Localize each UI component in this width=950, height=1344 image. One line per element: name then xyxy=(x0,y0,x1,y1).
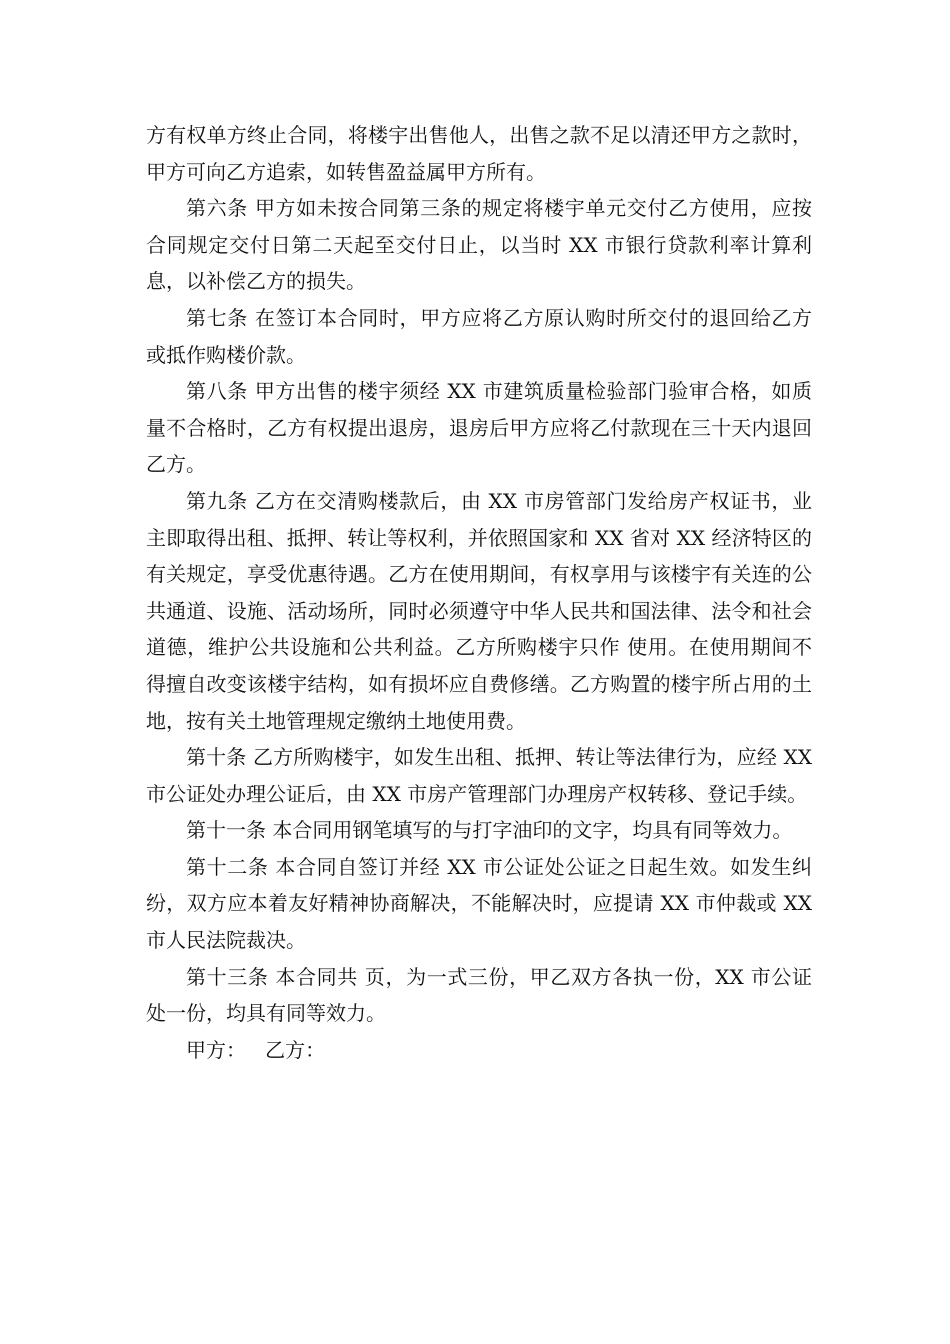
article-7: 第七条 在签订本合同时，甲方应将乙方原认购时所交付的退回给乙方或抵作购楼价款。 xyxy=(146,305,812,367)
article-10: 第十条 乙方所购楼宇，如发生出租、抵押、转让等法律行为，应经 XX 市公证处办理公证后，由 XX 市房产管理部门办理房产权转移、登记手续。 xyxy=(146,745,812,806)
article-9: 第九条 乙方在交清购楼款后，由 XX 市房管部门发给房产权证书，业主即取得出租、抵押、转让等权利，并依照国家和 XX 省对 XX 经济特区的有关规定，享受优惠待遇。乙方在使用期间，有权享用与该楼宇有关连的公共通道、设施、活动场所，同时必须遵守中华人民共和国法律、法令和社会道德，维护公共设施和公共利益。乙方所购楼宇只作 使用。在使用期间不得擅自改变该楼宇结构，如有损坏应自费修缮。乙方购置的楼宇所占用的土地，按有关土地管理规定缴纳土地使用费。 xyxy=(146,488,812,733)
article-6: 第六条 甲方如未按合同第三条的规定将楼宇单元交付乙方使用，应按合同规定交付日第二天起至交付日止，以当时 XX 市银行贷款利率计算利息，以补偿乙方的损失。 xyxy=(146,196,812,294)
article-11: 第十一条 本合同用钢笔填写的与打字油印的文字，均具有同等效力。 xyxy=(186,818,793,843)
article-12: 第十二条 本合同自签订并经 XX 市公证处公证之日起生效。如发生纠纷，双方应本着友好精神协商解决，不能解决时，应提请 XX 市仲裁或 XX 市人民法院裁决。 xyxy=(146,854,812,953)
article-8: 第八条 甲方出售的楼宇须经 XX 市建筑质量检验部门验审合格，如质量不合格时，乙方有权提出退房，退房后甲方应将乙付款现在三十天内退回乙方。 xyxy=(146,379,812,477)
paragraph-continuation: 方有权单方终止合同，将楼宇出售他人，出售之款不足以清还甲方之款时，甲方可向乙方追索，如转售盈益属甲方所有。 xyxy=(146,123,812,184)
signature-line xyxy=(146,1032,812,1069)
contract-body xyxy=(146,117,812,1068)
party-a-label: 甲方： xyxy=(186,1037,246,1062)
party-b-label: 乙方： xyxy=(265,1037,326,1062)
article-13: 第十三条 本合同共 页，为一式三份，甲乙双方各执一份，XX 市公证处一份，均具有同等效力。 xyxy=(146,964,812,1026)
